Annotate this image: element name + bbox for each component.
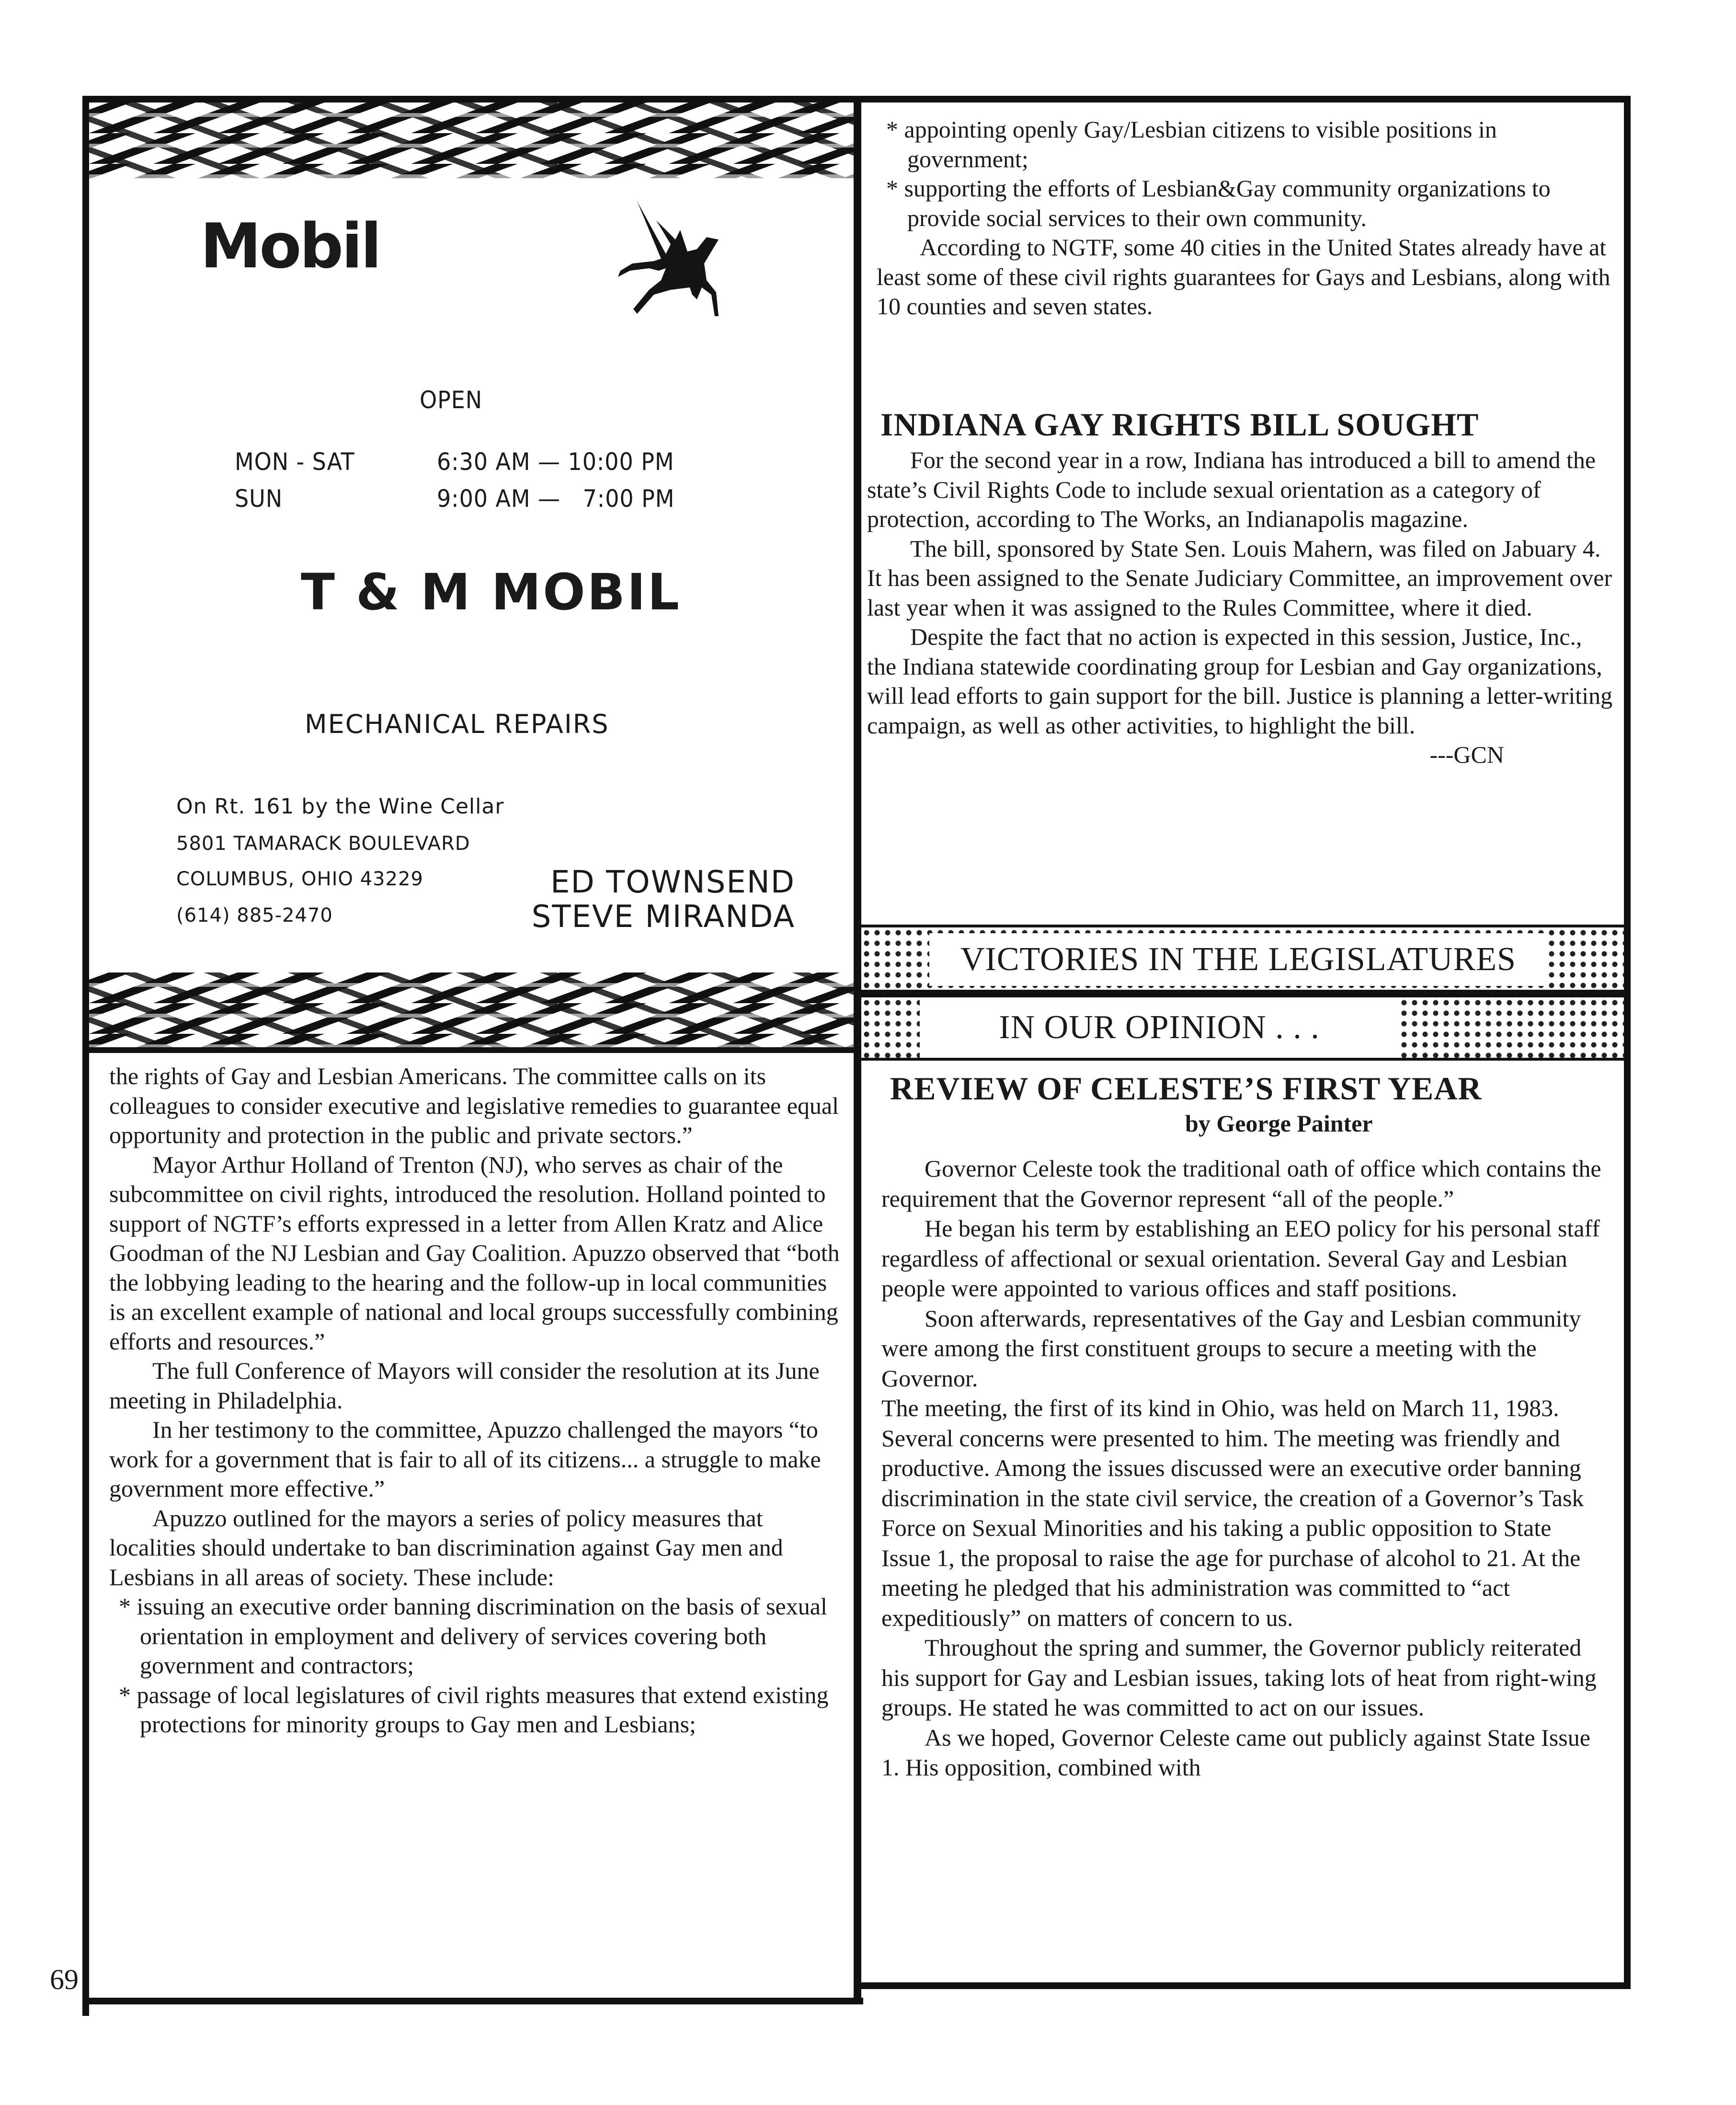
mobil-logo-text: Mobil <box>200 211 380 282</box>
ad-bottom-border-pattern <box>89 972 854 1048</box>
owner-name: STEVE MIRANDA <box>531 899 795 935</box>
paragraph: Governor Celeste took the traditional oath of office which contains the requirement that the Governor represent “all of the people.” <box>881 1155 1601 1212</box>
left-article-continued <box>109 1062 847 1739</box>
review-byline: by George Painter <box>1185 1110 1373 1137</box>
right-article-continued <box>877 115 1614 321</box>
paragraph: the rights of Gay and Lesbian Americans. The committee calls on its colleagues to consider executive and legislative remedies to guarantee equal opportunity and protection in the public and private sectors.” <box>109 1063 839 1148</box>
review-headline: REVIEW OF CELESTE’S FIRST YEAR <box>890 1070 1482 1107</box>
service-label: MECHANICAL REPAIRS <box>305 709 609 739</box>
frame-left <box>82 96 89 2016</box>
opinion-banner: IN OUR OPINION . . . <box>920 997 1399 1058</box>
ad-top-border-pattern <box>89 103 854 178</box>
paragraph: In her testimony to the committee, Apuzzo challenged the mayors “to work for a government that is fair to all of its citizens... a struggle to make government more effective.” <box>109 1416 821 1502</box>
indiana-body <box>867 446 1614 770</box>
bullet-item: * supporting the efforts of Lesbian&Gay community organizations to provide social services to their own community. <box>886 175 1551 231</box>
paragraph: The full Conference of Mayors will consider the resolution at its June meeting in Philadelphia. <box>109 1357 820 1414</box>
paragraph: For the second year in a row, Indiana has introduced a bill to amend the state’s Civil Rights Code to include sexual orientation as a category of protection, according to The Works, an Indianapolis magazine. <box>867 446 1596 532</box>
bullet-item: * passage of local legislatures of civil rights measures that extend existing protections for minority groups to Gay men and Lesbians; <box>119 1681 829 1738</box>
frame-bottom-left <box>82 1998 863 2004</box>
frame-right <box>1624 96 1631 1988</box>
business-name: T & M MOBIL <box>301 563 681 621</box>
hours-times-sunday: 9:00 AM — 7:00 PM <box>437 485 675 513</box>
hours-days-sunday: SUN <box>235 485 283 513</box>
pegasus-icon <box>608 192 776 335</box>
banner-divider <box>861 990 1624 997</box>
hours-times-weekday: 6:30 AM — 10:00 PM <box>437 448 674 476</box>
paragraph: The meeting, the first of its kind in Ohio, was held on March 11, 1983. Several concerns were presented to him. The meeting was friendly and productive. Among the issues discussed were an executive order banning discrimination in the state civil service, the creation of a Governor’s Task Force on Sexual Minorities and his taking a public opposition to State Issue 1, the proposal to raise the age for purchase of alcohol to 21. At the meeting he pledged that his administration was committed to “act expeditiously” on matters of concern to us. <box>881 1395 1584 1631</box>
bullet-item: * appointing openly Gay/Lesbian citizens to visible positions in government; <box>886 116 1497 172</box>
column-divider <box>854 96 861 2004</box>
paragraph: He began his term by establishing an EEO policy for his personal staff regardless of affectional or sexual orientation. Several Gay and Lesbian people were appointed to various offices and staff positions. <box>881 1215 1600 1302</box>
paragraph: According to NGTF, some 40 cities in the United States already have at least some of these civil rights guarantees for Gays and Lesbians, along with 10 counties and seven states. <box>877 234 1610 320</box>
location-note: On Rt. 161 by the Wine Cellar <box>176 794 504 819</box>
city-address: COLUMBUS, OHIO 43229 <box>176 868 423 890</box>
indiana-headline: INDIANA GAY RIGHTS BILL SOUGHT <box>880 406 1479 443</box>
review-body <box>881 1154 1605 1783</box>
victories-banner: VICTORIES IN THE LEGISLATURES <box>929 933 1547 986</box>
paragraph: As we hoped, Governor Celeste came out publicly against State Issue 1. His opposition, combined with <box>881 1724 1590 1781</box>
hours-days-weekday: MON - SAT <box>235 448 355 476</box>
page-number: 69 <box>50 1964 79 1995</box>
paragraph: Mayor Arthur Holland of Trenton (NJ), who serves as chair of the subcommittee on civil rights, introduced the resolution. Holland pointed to support of NGTF’s efforts expressed in a letter from Allen Kratz and Alice Goodman of the NJ Lesbian and Gay Coalition. Apuzzo observed that “both the lobbying leading to the hearing and the follow-up in local communities is an excellent example of national and local groups successfully combining efforts and resources.” <box>109 1151 840 1355</box>
ad-bottom-rule <box>89 1047 854 1053</box>
paragraph: Throughout the spring and summer, the Governor publicly reiterated his support for Gay and Lesbian issues, taking lots of heat from right-wing groups. He stated he was committed to act on our issues. <box>881 1634 1597 1721</box>
paragraph: Apuzzo outlined for the mayors a series of policy measures that localities should undertake to ban discrimination against Gay men and Lesbians in all areas of society. These include: <box>109 1504 783 1590</box>
owner-name: ED TOWNSEND <box>550 865 795 900</box>
bullet-item: * issuing an executive order banning discrimination on the basis of sexual orientation in employment and delivery of services covering both government and contractors; <box>119 1593 827 1679</box>
paragraph: Despite the fact that no action is expected in this session, Justice, Inc., the Indiana statewide coordinating group for Lesbian and Gay organizations, will lead efforts to gain support for the bill. Justice is planning a letter-writing campaign, as well as other activities, to highlight the bill. <box>867 623 1613 739</box>
owner-names <box>498 865 795 934</box>
street-address: 5801 TAMARACK BOULEVARD <box>176 833 470 855</box>
paragraph: Soon afterwards, representatives of the Gay and Lesbian community were among the first constituent groups to secure a meeting with the Governor. <box>881 1304 1581 1392</box>
phone-number: (614) 885-2470 <box>176 904 333 927</box>
open-label: OPEN <box>420 386 483 414</box>
paragraph: The bill, sponsored by State Sen. Louis Mahern, was filed on Jabuary 4. It has been assigned to the Senate Judiciary Committee, an improvement over last year when it was assigned to the Rules Committee, where it died. <box>867 535 1612 621</box>
frame-bottom-right <box>860 1982 1631 1989</box>
source-signoff: ---GCN <box>1429 741 1504 768</box>
banner-bottom-rule <box>861 1058 1624 1061</box>
